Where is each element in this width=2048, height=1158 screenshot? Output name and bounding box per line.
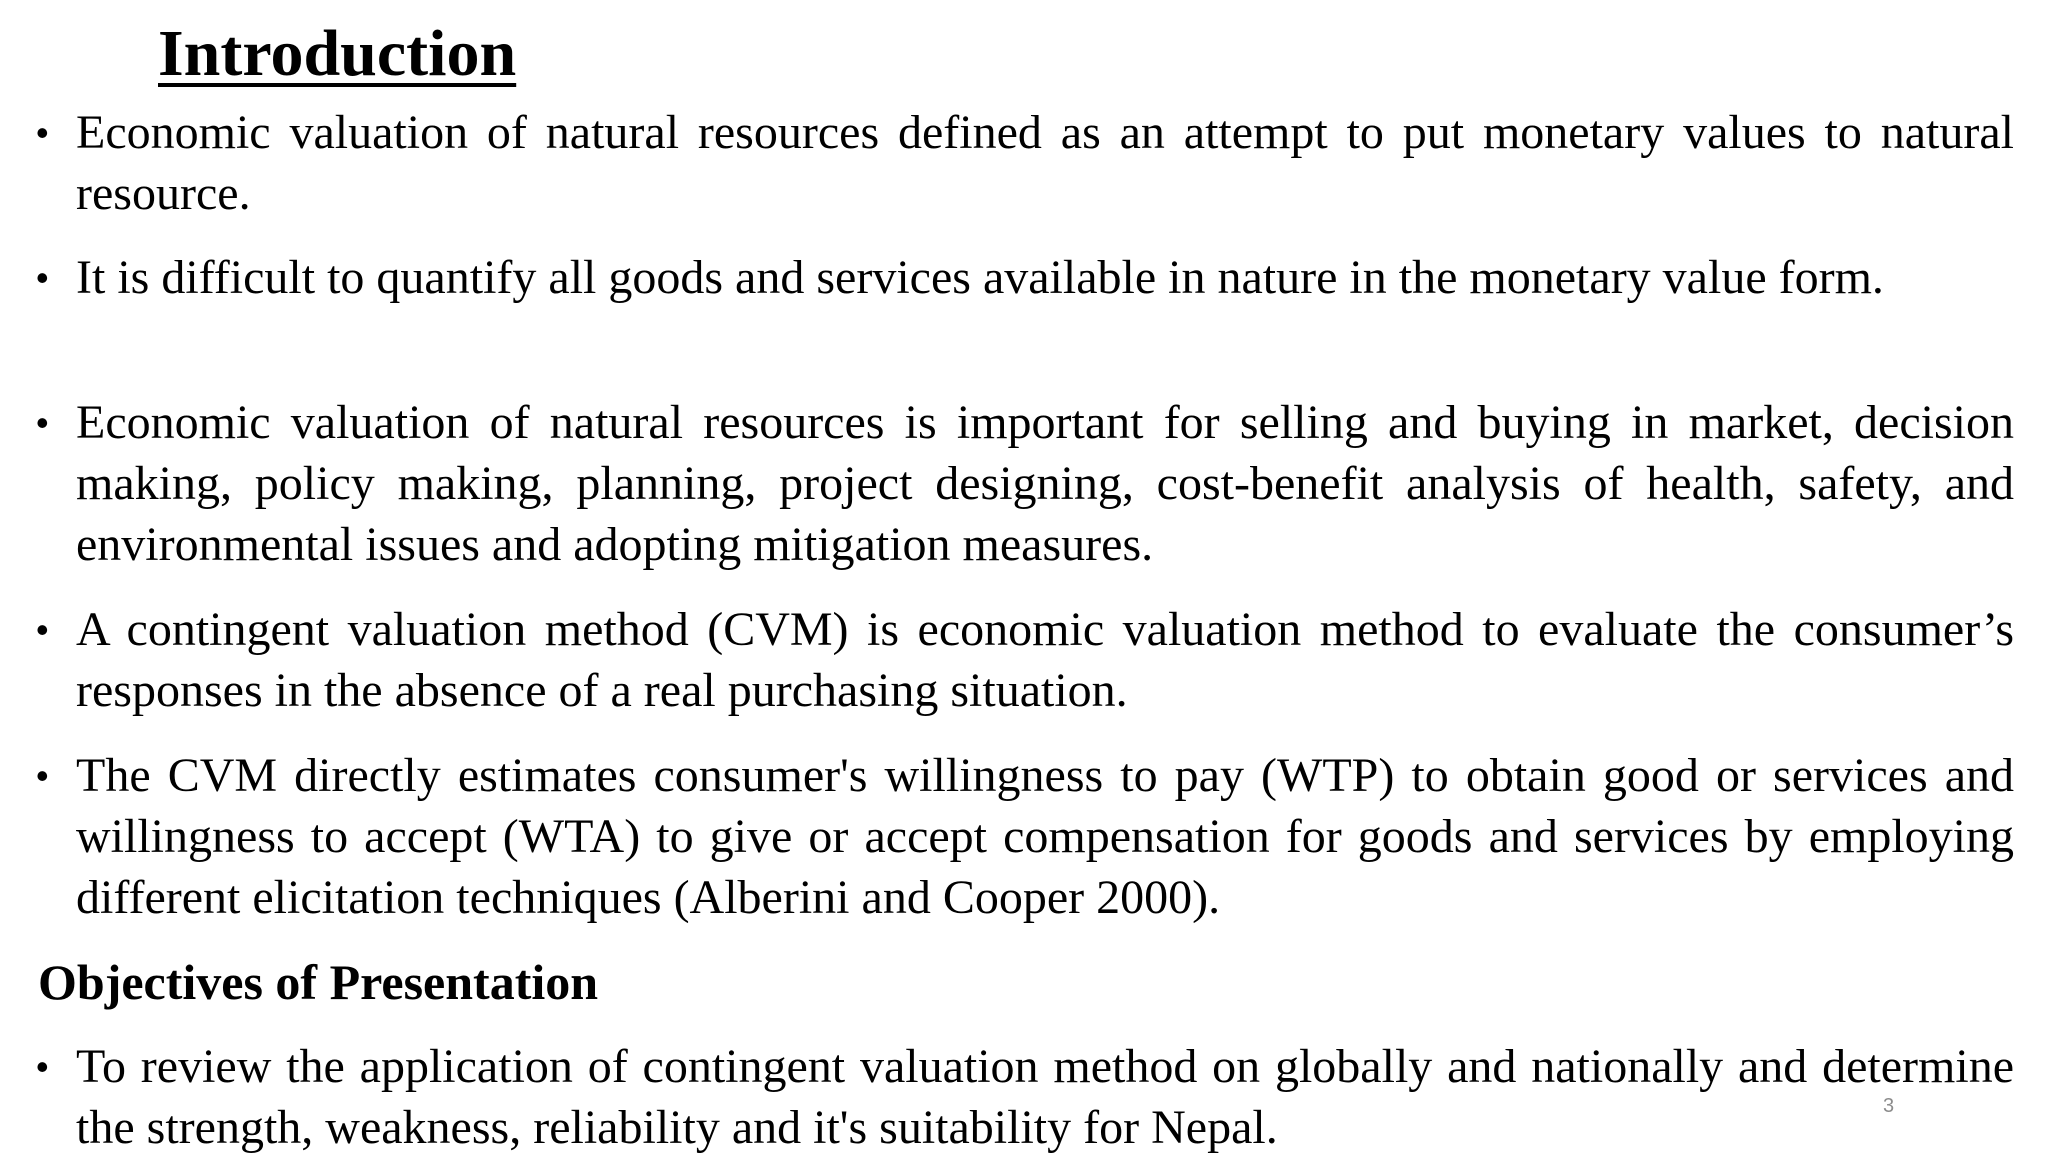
objective-item: • To review the application of contingent valuation method on globally and nationally and determine the strength, weakness, reliability and it's suitability for Nepal.: [76, 1036, 2014, 1158]
bullet-item: • Economic valuation of natural resources is important for selling and buying in market, decision making, policy making, planning, project designing, cost-benefit analysis of health, safety, and environmental issues and adopting mitigation measures.: [76, 392, 2014, 575]
objectives-heading: Objectives of Presentation: [38, 954, 599, 1010]
bullet-item: • It is difficult to quantify all goods and services available in nature in the monetary value form.: [76, 247, 2014, 308]
slide-title: Introduction: [158, 17, 517, 90]
bullet-item: • A contingent valuation method (CVM) is economic valuation method to evaluate the consumer’s responses in the absence of a real purchasing situation.: [76, 599, 2014, 721]
bullet-item: • Economic valuation of natural resources defined as an attempt to put monetary values to natural resource.: [76, 102, 2014, 224]
bullet-item: • The CVM directly estimates consumer's willingness to pay (WTP) to obtain good or services and willingness to accept (WTA) to give or accept compensation for goods and services by employing different elicitation techniques (Alberini and Cooper 2000).: [76, 745, 2014, 928]
page-number: 3: [1883, 1095, 1895, 1117]
